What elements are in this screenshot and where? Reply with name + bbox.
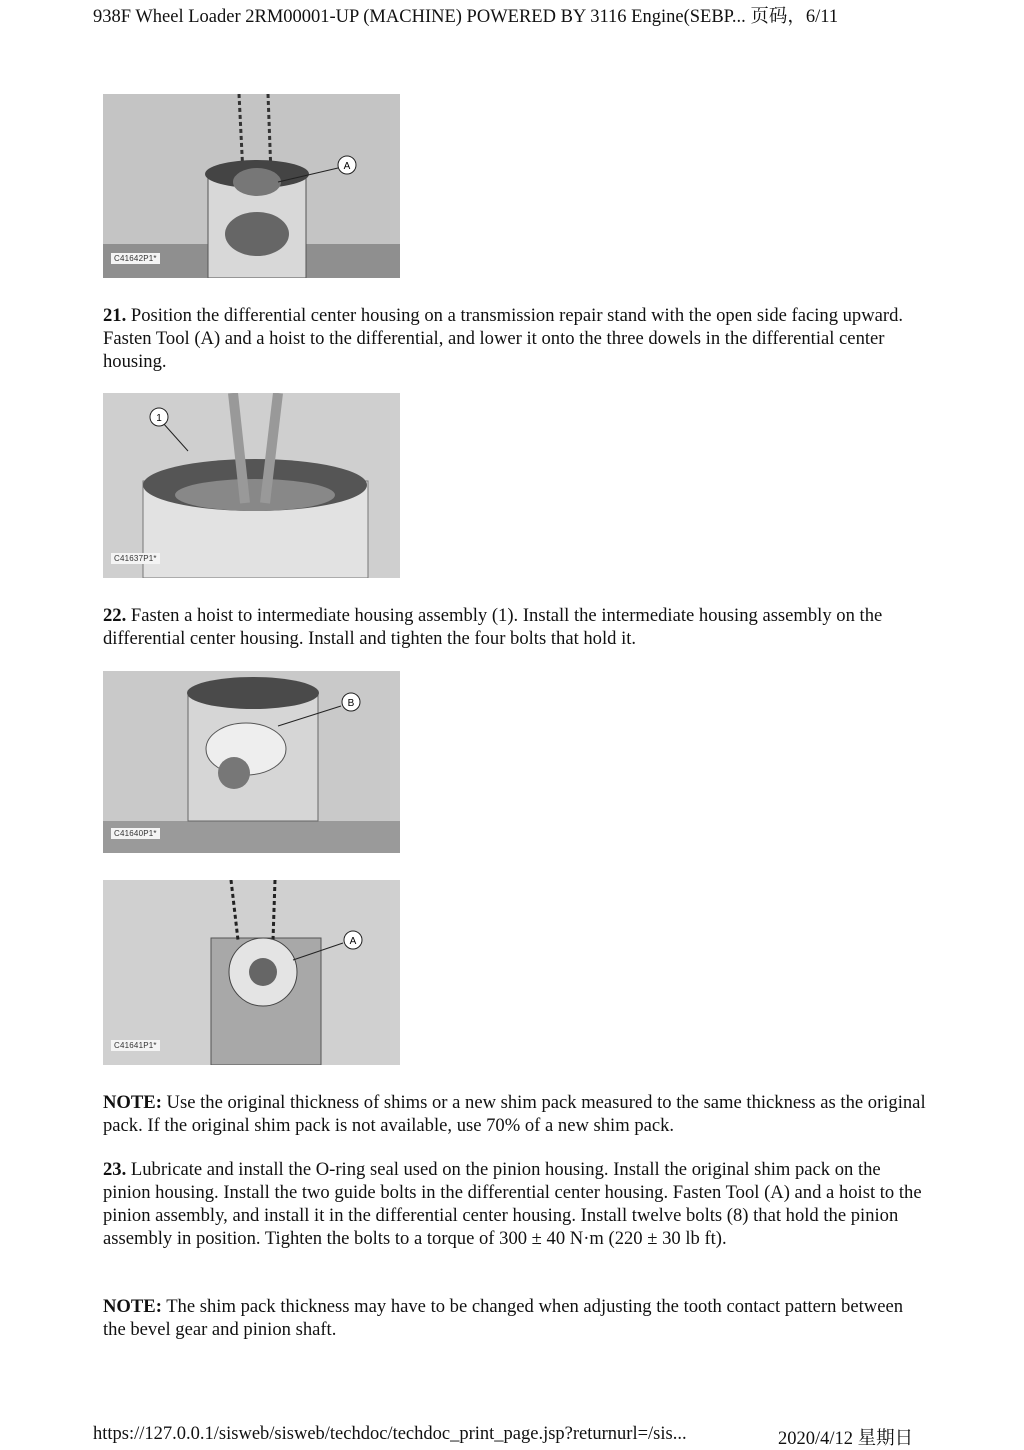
figure-photo <box>103 393 400 578</box>
figure-caption: C41637P1* <box>111 553 160 564</box>
figure-caption: C41642P1* <box>111 253 160 264</box>
figure-photo <box>103 671 400 853</box>
step-text: Position the differential center housing on a transmission repair stand with the open side facing upward. Fasten Tool (A) and a hoist to the differential, and lower it onto the three dowels in the differential center housing. <box>103 305 904 372</box>
page-header: 938F Wheel Loader 2RM00001-UP (MACHINE) POWERED BY 3116 Engine(SEBP... 页码，6/11 <box>93 7 839 27</box>
housing-photo-illustration <box>103 671 400 853</box>
note-shim-thickness <box>103 1091 928 1137</box>
note-text: Use the original thickness of shims or a new shim pack measured to the same thickness as the original pack. If the original shim pack is not available, use 70% of a new shim pack. <box>103 1092 926 1136</box>
callout-label: A <box>349 936 357 947</box>
step-number: 21. <box>103 305 127 326</box>
note-tooth-contact <box>103 1295 928 1341</box>
step-22 <box>103 604 928 650</box>
housing-photo-illustration <box>103 393 400 578</box>
note-text: The shim pack thickness may have to be changed when adjusting the tooth contact pattern between the bevel gear and pinion shaft. <box>103 1296 904 1340</box>
footer-url: https://127.0.0.1/sisweb/sisweb/techdoc/techdoc_print_page.jsp?returnurl=/sis... <box>93 1424 687 1444</box>
callout-label: B <box>347 698 355 709</box>
note-label: NOTE: <box>103 1092 162 1113</box>
housing-photo-illustration <box>103 94 400 278</box>
figure-photo <box>103 880 400 1065</box>
figure-photo <box>103 94 400 278</box>
figure-caption: C41640P1* <box>111 828 160 839</box>
callout-label: A <box>343 161 351 172</box>
step-21 <box>103 304 928 373</box>
housing-photo-illustration <box>103 880 400 1065</box>
callout-label: 1 <box>156 413 162 424</box>
step-23 <box>103 1158 928 1250</box>
step-number: 23. <box>103 1159 127 1180</box>
step-number: 22. <box>103 605 127 626</box>
step-text: Fasten a hoist to intermediate housing assembly (1). Install the intermediate housing assembly on the differential center housing. Install and tighten the four bolts that hold it. <box>103 605 883 649</box>
figure-caption: C41641P1* <box>111 1040 160 1051</box>
note-label: NOTE: <box>103 1296 162 1317</box>
footer-date: 2020/4/12 星期日 <box>778 1429 914 1449</box>
step-text: Lubricate and install the O-ring seal used on the pinion housing. Install the original shim pack on the pinion housing. Install the two guide bolts in the differential center housing. Fasten Tool (A) and a hoist to the pinion assembly, and install it in the differential center housing. Install twelve bolts (8) that hold the pinion assembly in position. Tighten the bolts to a torque of 300 ± 40 N·m (220 ± 30 lb ft). <box>103 1159 922 1249</box>
